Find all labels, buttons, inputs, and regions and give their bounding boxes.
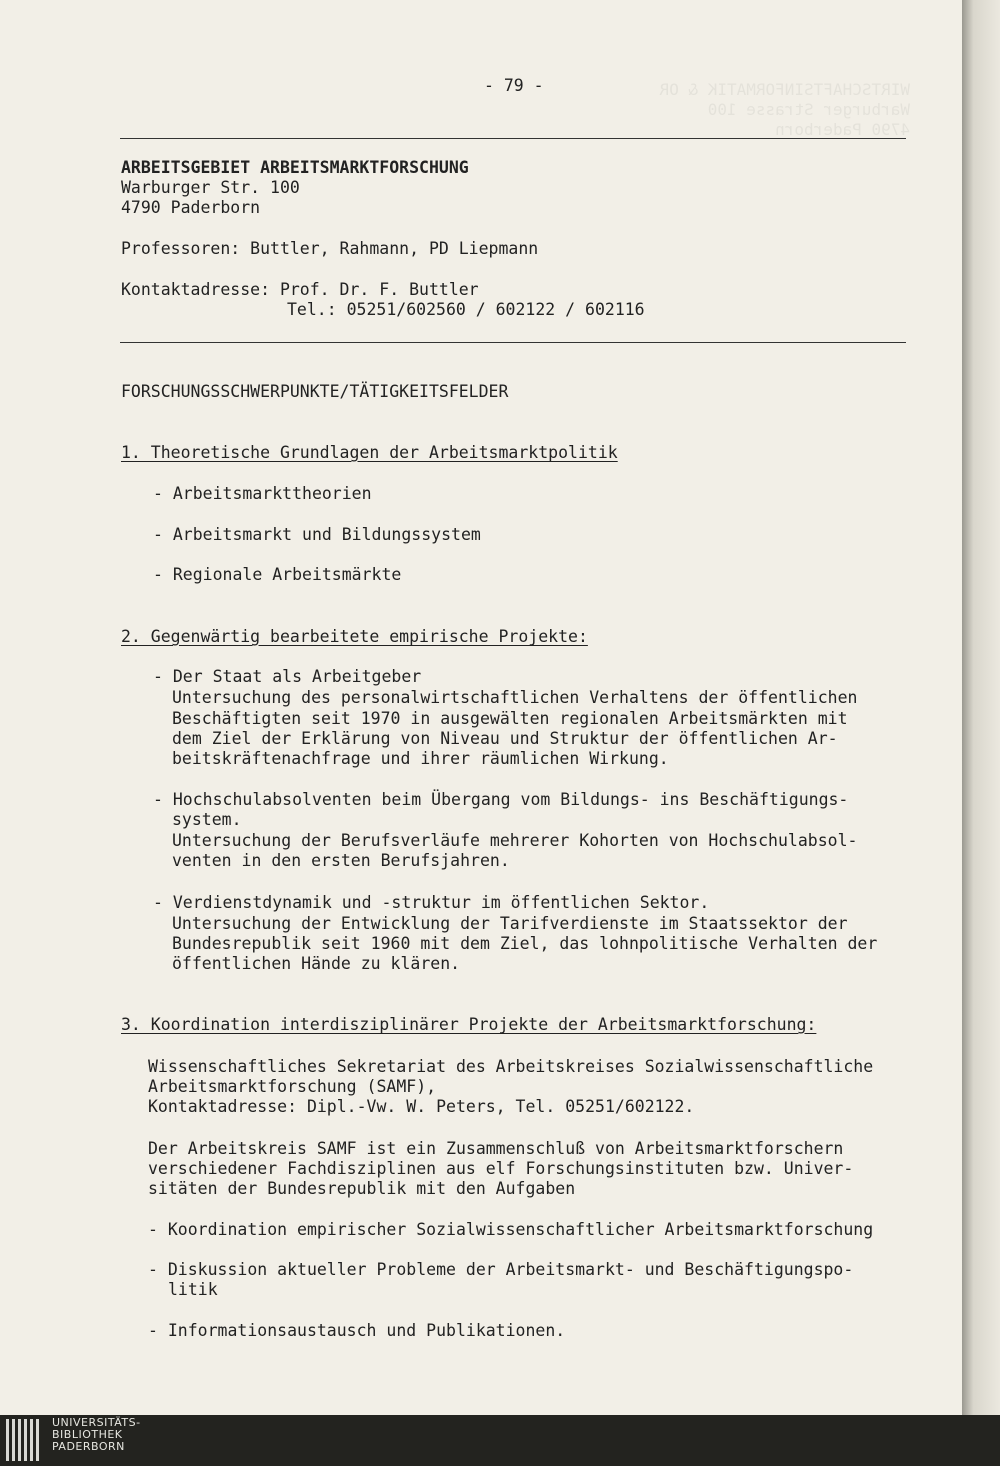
- contact-line: Kontaktadresse: Prof. Dr. F. Buttler: [121, 280, 479, 299]
- page-number: - 79 -: [484, 76, 544, 95]
- professors-line: Professoren: Buttler, Rahmann, PD Liepmann: [121, 239, 539, 258]
- list-item: - Regionale Arbeitsmärkte: [153, 565, 402, 584]
- section-title: FORSCHUNGSSCHWERPUNKTE/TÄTIGKEITSFELDER: [121, 382, 509, 401]
- page-edge: [962, 0, 1000, 1415]
- list-item: - Arbeitsmarkttheorien: [153, 484, 372, 503]
- samf-description: verschiedener Fachdisziplinen aus elf Forschungsinstituten bzw. Univer-: [148, 1159, 854, 1178]
- project-text: Untersuchung der Berufsverläufe mehrerer Kohorten von Hochschulabsol-: [172, 831, 858, 850]
- library-line: BIBLIOTHEK: [52, 1428, 123, 1441]
- section-3-heading: 3. Koordination interdisziplinärer Projekte der Arbeitsmarktforschung:: [121, 1015, 817, 1034]
- secretariat-text: Arbeitsmarktforschung (SAMF),: [148, 1077, 437, 1096]
- project-text: Beschäftigten seit 1970 in ausgewälten regionalen Arbeitsmärkten mit: [172, 709, 848, 728]
- project-text: Untersuchung des personalwirtschaftlichen Verhaltens der öffentlichen: [172, 688, 858, 707]
- list-item: - Arbeitsmarkt und Bildungssystem: [153, 525, 481, 544]
- task-item-continued: litik: [168, 1280, 218, 1299]
- library-name: [52, 1417, 141, 1453]
- task-item: - Koordination empirischer Sozialwissenschaftlicher Arbeitsmarktforschung: [148, 1220, 874, 1239]
- library-line: PADERBORN: [52, 1440, 125, 1453]
- project-title: - Hochschulabsolventen beim Übergang vom Bildungs- ins Beschäftigungs-: [153, 790, 849, 809]
- section-1-heading: 1. Theoretische Grundlagen der Arbeitsmarktpolitik: [121, 443, 618, 462]
- header-rule: [120, 342, 906, 343]
- street-address: Warburger Str. 100: [121, 178, 300, 197]
- task-item: - Diskussion aktueller Probleme der Arbeitsmarkt- und Beschäftigungspo-: [148, 1260, 854, 1279]
- project-text: Untersuchung der Entwicklung der Tarifverdienste im Staatssektor der: [172, 914, 848, 933]
- library-line: UNIVERSITÄTS-: [52, 1416, 141, 1429]
- library-footer: [0, 1415, 1000, 1466]
- project-text: system.: [172, 810, 242, 829]
- library-logo-icon: [6, 1419, 42, 1461]
- project-text: Bundesrepublik seit 1960 mit dem Ziel, das lohnpolitische Verhalten der: [172, 934, 878, 953]
- secretariat-text: Wissenschaftliches Sekretariat des Arbeitskreises Sozialwissenschaftliche: [148, 1057, 874, 1076]
- samf-description: sitäten der Bundesrepublik mit den Aufgaben: [148, 1179, 576, 1198]
- samf-description: Der Arbeitskreis SAMF ist ein Zusammenschluß von Arbeitsmarktforschern: [148, 1139, 844, 1158]
- project-title: - Verdienstdynamik und -struktur im öffentlichen Sektor.: [153, 893, 710, 912]
- section-2-heading: 2. Gegenwärtig bearbeitete empirische Projekte:: [121, 627, 588, 646]
- phone-line: Tel.: 05251/602560 / 602122 / 602116: [287, 300, 645, 319]
- project-text: öffentlichen Hände zu klären.: [172, 954, 461, 973]
- project-text: dem Ziel der Erklärung von Niveau und Struktur der öffentlichen Ar-: [172, 729, 838, 748]
- project-text: beitskräftenachfrage und ihrer räumlichen Wirkung.: [172, 749, 669, 768]
- secretariat-contact: Kontaktadresse: Dipl.-Vw. W. Peters, Tel. 05251/602122.: [148, 1097, 695, 1116]
- bleed-through-text: WIRTSCHAFTSINFORMATIK & OR Warburger Strasse 100 4790 Paderborn: [659, 80, 910, 139]
- project-title: - Der Staat als Arbeitgeber: [153, 667, 422, 686]
- city-address: 4790 Paderborn: [121, 198, 261, 217]
- project-text: venten in den ersten Berufsjahren.: [172, 851, 510, 870]
- top-rule: [120, 138, 906, 139]
- institute-title: ARBEITSGEBIET ARBEITSMARKTFORSCHUNG: [121, 158, 469, 177]
- task-item: - Informationsaustausch und Publikationen.: [148, 1321, 566, 1340]
